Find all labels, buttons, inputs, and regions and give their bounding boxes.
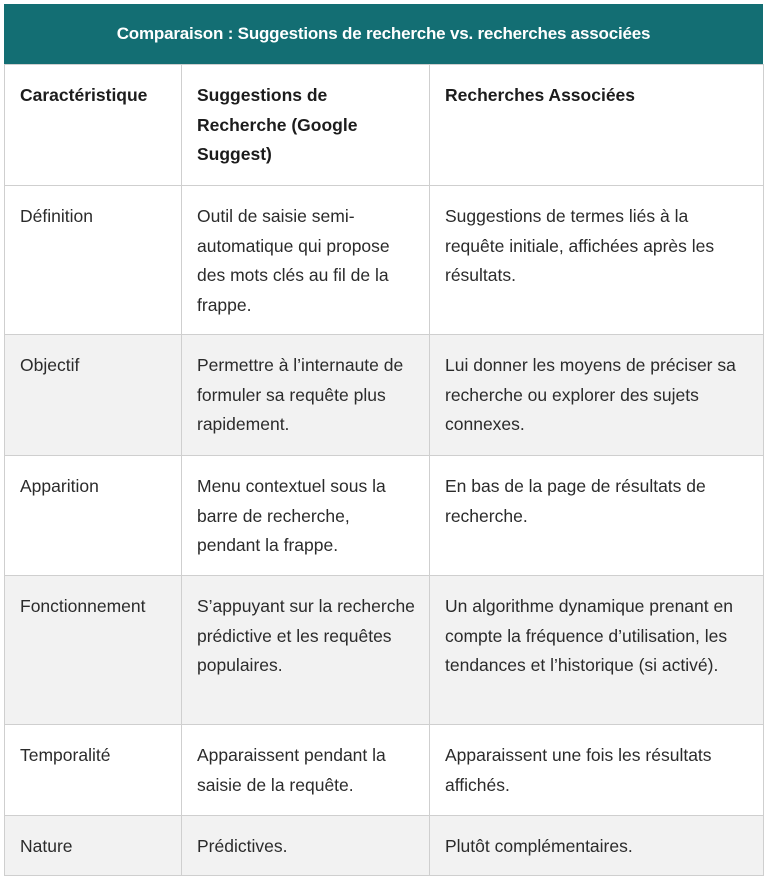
suggestions-cell: Apparaissent pendant la saisie de la requête. [182, 725, 430, 816]
suggestions-cell: Menu contextuel sous la barre de recherche, pendant la frappe. [182, 456, 430, 576]
header-cell-suggestions: Suggestions de Recherche (Google Suggest) [182, 65, 430, 186]
table-row [5, 576, 764, 725]
related-cell: Suggestions de termes liés à la requête initiale, affichées après les résultats. [430, 186, 764, 335]
suggestions-cell: S’appuyant sur la recherche prédictive et les requêtes populaires. [182, 576, 430, 725]
feature-cell: Objectif [5, 335, 182, 456]
table-row [5, 186, 764, 335]
feature-cell: Nature [5, 816, 182, 876]
feature-cell: Fonctionnement [5, 576, 182, 725]
feature-cell: Définition [5, 186, 182, 335]
header-cell-related: Recherches Associées [430, 65, 764, 186]
comparison-table [4, 64, 764, 876]
feature-cell: Temporalité [5, 725, 182, 816]
table-row [5, 456, 764, 576]
suggestions-cell: Prédictives. [182, 816, 430, 876]
header-cell-feature: Caractéristique [5, 65, 182, 186]
related-cell: En bas de la page de résultats de recherche. [430, 456, 764, 576]
suggestions-cell: Permettre à l’internaute de formuler sa requête plus rapidement. [182, 335, 430, 456]
feature-cell: Apparition [5, 456, 182, 576]
related-cell: Apparaissent une fois les résultats affichés. [430, 725, 764, 816]
related-cell: Un algorithme dynamique prenant en compte la fréquence d’utilisation, les tendances et l’historique (si activé). [430, 576, 764, 725]
related-cell: Plutôt complémentaires. [430, 816, 764, 876]
table-row [5, 335, 764, 456]
comparison-table-container [4, 4, 763, 876]
related-cell: Lui donner les moyens de préciser sa recherche ou explorer des sujets connexes. [430, 335, 764, 456]
suggestions-cell: Outil de saisie semi-automatique qui propose des mots clés au fil de la frappe. [182, 186, 430, 335]
table-title: Comparaison : Suggestions de recherche vs. recherches associées [4, 4, 763, 64]
table-row [5, 725, 764, 816]
table-row [5, 816, 764, 876]
table-header-row [5, 65, 764, 186]
